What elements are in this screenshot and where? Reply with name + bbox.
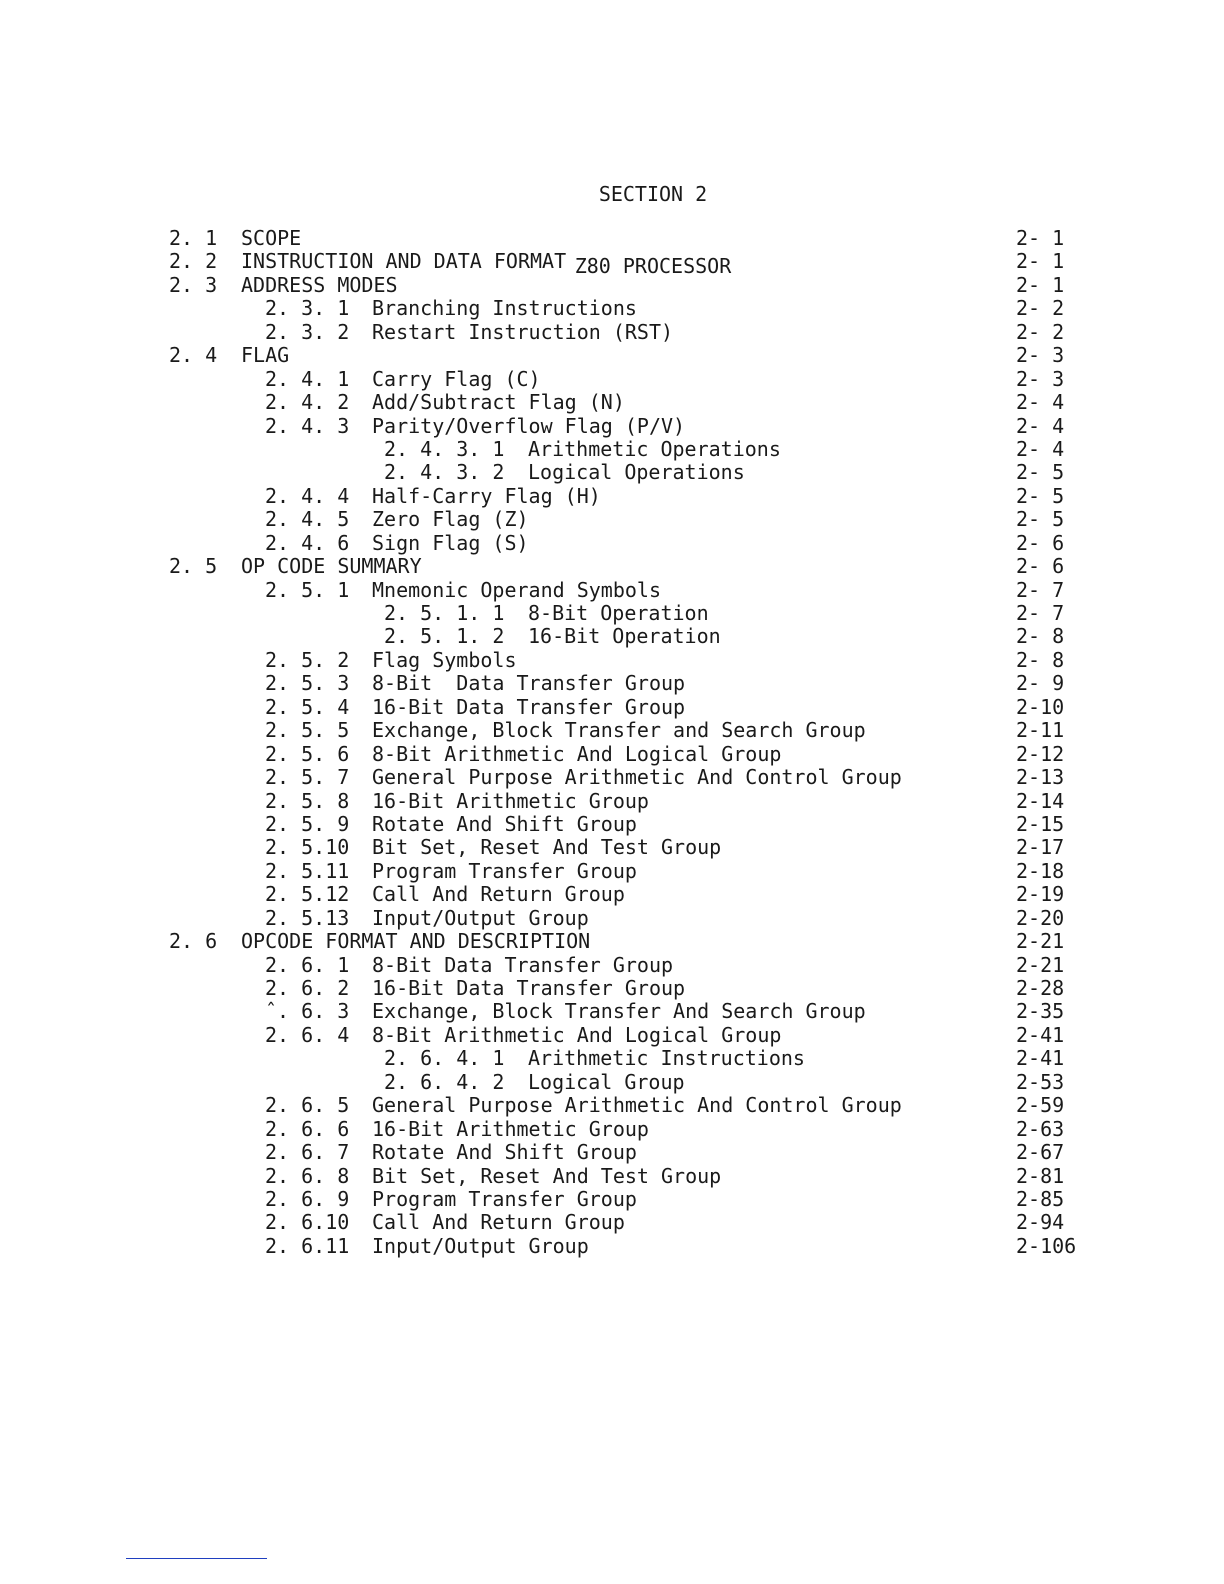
toc-entry [0,1188,1224,1211]
toc-entry-page: 2- 8 [1016,647,1065,672]
toc-entry [0,602,1224,625]
toc-entry-page: 2-63 [1016,1116,1065,1141]
toc-entry-title: 16-Bit Arithmetic Group [372,788,649,813]
toc-entry [0,860,1224,883]
toc-entry-page: 2-94 [1016,1210,1065,1235]
toc-entry-page: 2- 1 [1016,272,1065,297]
toc-entry [0,625,1224,648]
toc-entry-page: 2- 5 [1016,483,1065,508]
toc-entry [0,485,1224,508]
toc-entry-title: Call And Return Group [372,882,625,907]
toc-entry [0,1141,1224,1164]
toc-entry [0,649,1224,672]
toc-entry-title: Branching Instructions [372,296,637,321]
toc-entry [0,977,1224,1000]
toc-entry-title: Add/Subtract Flag (N) [372,390,625,415]
toc-entry-number: 2. 6 [169,929,218,954]
toc-entry [0,461,1224,484]
toc-entry-page: 2- 9 [1016,671,1065,696]
toc-entry-page: 2- 7 [1016,601,1065,625]
toc-entry-page: 2-21 [1016,929,1065,954]
toc-entry-number: 2. 4. 6 [265,530,350,555]
toc-entry-title: 8-Bit Operation [528,601,709,625]
toc-entry-number: 2. 5. 6 [265,741,350,766]
toc-entry-number: 2. 6. 2 [265,976,350,1000]
toc-entry-title: Rotate And Shift Group [372,1140,637,1165]
toc-entry-title: Carry Flag (C) [372,366,541,391]
toc-entry-page: 2- 6 [1016,530,1065,555]
toc-entry-title: ADDRESS MODES [241,272,398,297]
toc-entry-title: Arithmetic Operations [528,436,781,461]
toc-entry-title: Call And Return Group [372,1210,625,1235]
toc-entry-title: 16-Bit Arithmetic Group [372,1116,649,1141]
toc-entry-number: 2. 5. 7 [265,765,350,790]
toc-entry-page: 2- 5 [1016,460,1065,485]
toc-entry-page: 2-14 [1016,788,1065,813]
toc-entry [0,813,1224,836]
toc-entry-title: Logical Operations [528,460,745,485]
toc-entry-number: 2. 5. 3 [265,671,350,696]
toc-entry-number: 2. 3 [169,272,218,297]
toc-entry-number: 2. 5. 5 [265,718,350,743]
toc-entry-page: 2- 4 [1016,436,1065,461]
table-of-contents [0,227,1224,1258]
toc-entry-number: 2. 4. 3 [265,413,350,438]
toc-entry-page: 2- 1 [1016,226,1065,250]
toc-entry-page: 2- 4 [1016,390,1065,415]
footnote-rule [126,1558,267,1559]
toc-entry-page: 2- 5 [1016,507,1065,532]
toc-entry-title: Sign Flag (S) [372,530,529,555]
toc-entry-page: 2-11 [1016,718,1065,743]
toc-entry-number: 2. 4. 4 [265,483,350,508]
toc-entry-title: 16-Bit Operation [528,624,721,649]
toc-entry [0,1047,1224,1070]
toc-entry-number: 2. 1 [169,226,218,250]
toc-entry-title: OP CODE SUMMARY [241,554,422,579]
toc-entry-title: Program Transfer Group [372,1186,637,1211]
toc-entry [0,1000,1224,1023]
toc-entry [0,672,1224,695]
toc-entry [0,1094,1224,1117]
toc-entry-title: Bit Set, Reset And Test Group [372,1163,722,1188]
toc-entry-title: Flag Symbols [372,647,517,672]
toc-entry-title: General Purpose Arithmetic And Control Group [372,1093,902,1118]
toc-entry-number: 2. 3. 1 [265,296,350,321]
toc-entry-number: 2. 5. 9 [265,811,350,836]
toc-entry-page: 2-12 [1016,741,1065,766]
toc-entry-number: 2. 5. 4 [265,694,350,719]
toc-entry-title: Bit Set, Reset And Test Group [372,835,722,860]
toc-entry [0,297,1224,320]
toc-entry [0,790,1224,813]
toc-entry [0,368,1224,391]
toc-entry [0,883,1224,906]
toc-entry-number: 2. 4. 2 [265,390,350,415]
toc-entry-number: 2. 6. 7 [265,1140,350,1165]
toc-entry-title: Parity/Overflow Flag (P/V) [372,413,686,438]
toc-entry-page: 2-18 [1016,858,1065,883]
toc-entry-number: 2. 6. 1 [265,952,350,977]
toc-entry [0,579,1224,602]
toc-entry-title: Input/Output Group [372,905,589,930]
toc-entry-page: 2-28 [1016,976,1065,1000]
toc-entry-title: SCOPE [241,226,302,250]
toc-entry-page: 2-59 [1016,1093,1065,1118]
toc-entry-page: 2-17 [1016,835,1065,860]
toc-entry-number: 2. 5. 1 [265,577,350,602]
toc-entry-title: Logical Group [528,1069,685,1094]
toc-entry-title: Input/Output Group [372,1233,589,1258]
toc-entry-title: 16-Bit Data Transfer Group [372,976,686,1000]
toc-entry-number: 2. 6. 5 [265,1093,350,1118]
toc-entry-number: 2. 4. 1 [265,366,350,391]
toc-entry-page: 2-67 [1016,1140,1065,1165]
toc-entry-number: 2. 6.11 [265,1233,350,1258]
toc-entry [0,344,1224,367]
toc-entry-title: 16-Bit Data Transfer Group [372,694,686,719]
toc-entry-title: 8-Bit Arithmetic And Logical Group [372,741,782,766]
toc-entry [0,1165,1224,1188]
toc-entry [0,555,1224,578]
toc-entry [0,1235,1224,1258]
toc-entry-page: 2-81 [1016,1163,1065,1188]
toc-entry [0,719,1224,742]
toc-entry-page: 2-21 [1016,952,1065,977]
toc-entry-page: 2- 2 [1016,296,1065,321]
toc-entry [0,766,1224,789]
toc-entry-page: 2-19 [1016,882,1065,907]
toc-entry [0,227,1224,250]
toc-entry-page: 2- 3 [1016,366,1065,391]
toc-entry-page: 2-13 [1016,765,1065,790]
toc-entry-number: 2. 6. 4. 1 [384,1046,505,1071]
toc-entry-page: 2-85 [1016,1186,1065,1211]
toc-entry [0,1118,1224,1141]
toc-entry [0,907,1224,930]
toc-entry-number: 2. 2 [169,249,218,274]
toc-entry-number: 2. 6.10 [265,1210,350,1235]
toc-entry-number: 2. 4. 3. 2 [384,460,505,485]
toc-entry-number: 2. 4. 5 [265,507,350,532]
toc-entry-number: 2. 6. 4. 2 [384,1069,505,1094]
toc-entry-page: 2-41 [1016,1022,1065,1047]
toc-entry-page: 2-53 [1016,1069,1065,1094]
toc-entry-title: 8-Bit Arithmetic And Logical Group [372,1022,782,1047]
toc-entry-number: 2. 5.10 [265,835,350,860]
page-title: Z80 PROCESSOR [574,254,732,278]
toc-entry [0,391,1224,414]
toc-entry-page: 2-15 [1016,811,1065,836]
toc-entry [0,274,1224,297]
toc-entry [0,1071,1224,1094]
toc-entry-title: Rotate And Shift Group [372,811,637,836]
toc-entry-title: Exchange, Block Transfer And Search Group [372,999,866,1024]
toc-entry-number: 2. 4 [169,343,218,368]
toc-entry-number: 2. 6. 4 [265,1022,350,1047]
toc-entry [0,532,1224,555]
toc-entry-number: ˆ. 6. 3 [265,999,350,1024]
toc-entry-page: 2-35 [1016,999,1065,1024]
toc-entry-title: 8-Bit Data Transfer Group [372,952,674,977]
toc-entry [0,954,1224,977]
toc-entry-page: 2-20 [1016,905,1065,930]
toc-entry-title: FLAG [241,343,290,368]
toc-entry-page: 2- 4 [1016,413,1065,438]
toc-entry [0,930,1224,953]
toc-entry-number: 2. 6. 6 [265,1116,350,1141]
toc-entry-title: Mnemonic Operand Symbols [372,577,661,602]
toc-entry-page: 2-106 [1016,1233,1077,1258]
toc-entry-page: 2- 6 [1016,554,1065,579]
toc-entry-title: Zero Flag (Z) [372,507,529,532]
toc-entry-page: 2- 2 [1016,319,1065,344]
toc-entry [0,1211,1224,1234]
toc-entry-number: 2. 6. 8 [265,1163,350,1188]
toc-entry-number: 2. 5.13 [265,905,350,930]
toc-entry [0,696,1224,719]
toc-entry-number: 2. 5.12 [265,882,350,907]
toc-entry-page: 2- 7 [1016,577,1065,602]
toc-entry-title: Exchange, Block Transfer and Search Group [372,718,866,743]
toc-entry-number: 2. 5 [169,554,218,579]
toc-entry [0,438,1224,461]
toc-entry-page: 2- 3 [1016,343,1065,368]
toc-entry [0,836,1224,859]
toc-entry-number: 2. 4. 3. 1 [384,436,505,461]
section-label: SECTION 2 [598,182,708,206]
toc-entry-page: 2- 1 [1016,249,1065,274]
toc-entry [0,415,1224,438]
toc-entry-number: 2. 5.11 [265,858,350,883]
toc-entry-page: 2- 8 [1016,624,1065,649]
toc-entry-page: 2-10 [1016,694,1065,719]
toc-entry-title: 8-Bit Data Transfer Group [372,671,686,696]
toc-entry [0,1024,1224,1047]
toc-entry-number: 2. 6. 9 [265,1186,350,1211]
toc-entry-title: Half-Carry Flag (H) [372,483,601,508]
toc-entry-number: 2. 5. 2 [265,647,350,672]
toc-entry-title: General Purpose Arithmetic And Control Group [372,765,902,790]
toc-entry-title: Arithmetic Instructions [528,1046,805,1071]
toc-entry-number: 2. 5. 1. 2 [384,624,505,649]
toc-entry [0,321,1224,344]
toc-entry-number: 2. 5. 8 [265,788,350,813]
toc-entry-title: INSTRUCTION AND DATA FORMAT [241,249,567,274]
toc-entry [0,743,1224,766]
toc-entry-title: OPCODE FORMAT AND DESCRIPTION [241,929,591,954]
toc-entry-title: Restart Instruction (RST) [372,319,674,344]
toc-entry [0,250,1224,273]
toc-entry-title: Program Transfer Group [372,858,637,883]
toc-entry [0,508,1224,531]
toc-entry-number: 2. 3. 2 [265,319,350,344]
toc-entry-number: 2. 5. 1. 1 [384,601,505,625]
toc-entry-page: 2-41 [1016,1046,1065,1071]
